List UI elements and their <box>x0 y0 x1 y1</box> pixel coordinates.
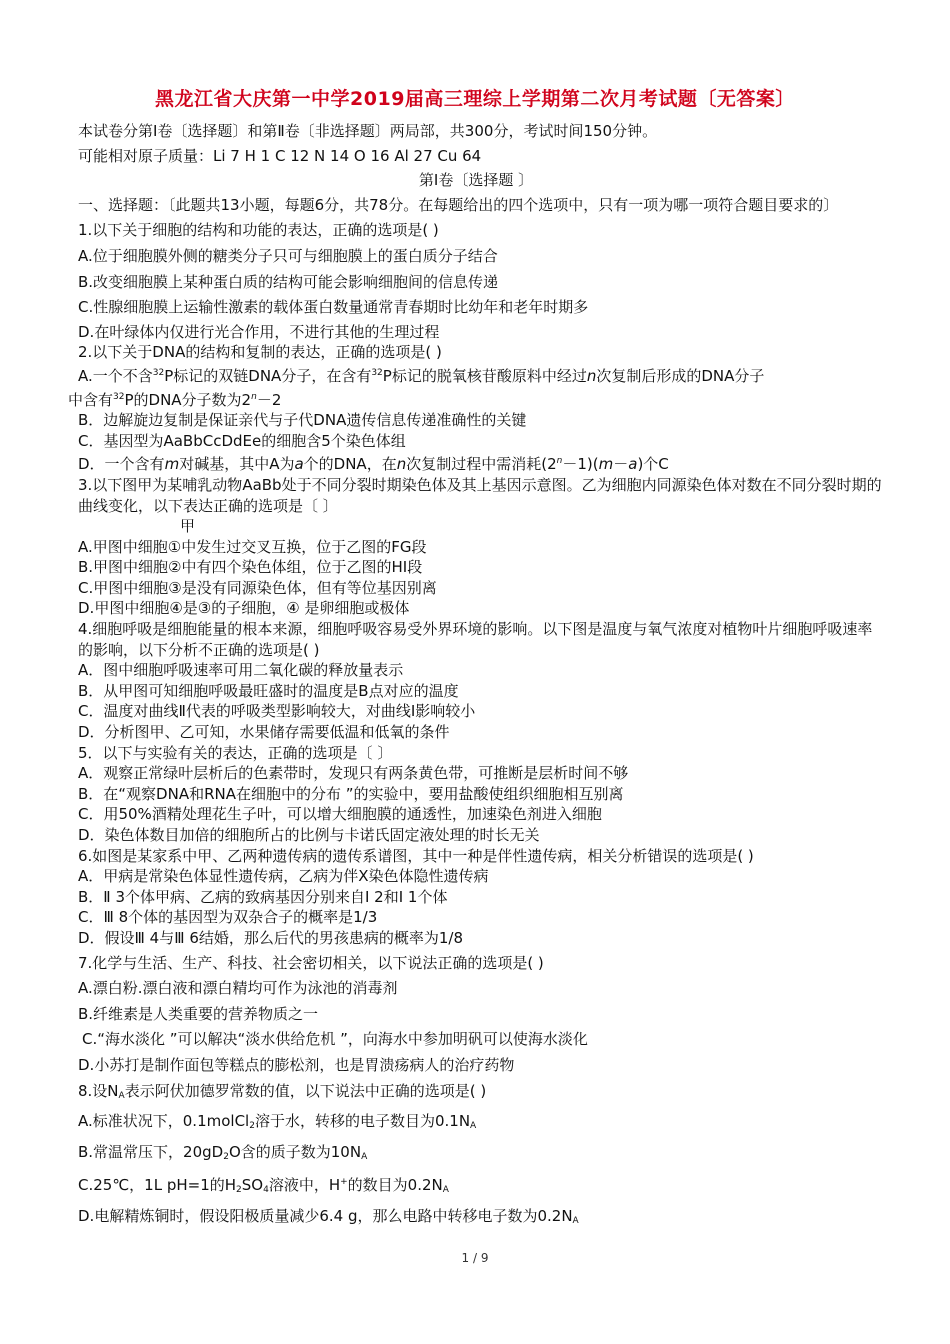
question-1-option-a: A.位于细胞膜外侧的糖类分子只可与细胞膜上的蛋白质分子结合 <box>78 246 498 265</box>
document-body <box>68 121 884 1232</box>
question-8-stem: 8.设$N_A$表示阿伏加德罗常数的值，以下说法中正确的选项是( ) <box>78 1081 487 1101</box>
intro-line-2: 可能相对原子质量：Li 7 H 1 C 12 N 14 O 16 Al 27 Cu 64 <box>78 146 482 165</box>
question-8-option-b: B.常温常压下，$20gD_2O$含的质子数为$10N_A$ <box>78 1142 368 1162</box>
question-5-option-a: A．观察正常绿叶层析后的色素带时，发现只有两条黄色带，可推断是层析时间不够 <box>78 764 629 783</box>
question-1-option-d: D.在叶绿体内仅进行光合作用，不进行其他的生理过程 <box>78 322 440 341</box>
intro-line-1: 本试卷分第Ⅰ卷〔选择题〕和第Ⅱ卷〔非选择题〕两局部，共300分，考试时间150分钟。 <box>78 122 658 140</box>
question-6-option-d: D．假设Ⅲ 4与Ⅲ 6结婚，那么后代的男孩患病的概率为1/8 <box>78 928 463 947</box>
question-1-option-c: C.性腺细胞膜上运输性激素的载体蛋白数量通常青春期时比幼年和老年时期多 <box>78 298 589 317</box>
question-7-option-b: B.纤维素是人类重要的营养物质之一 <box>78 1004 319 1023</box>
question-2-option-a: A.一个不含$^{32}$P标记的双链DNA分子，在含有$^{32}$P标记的脱氧核苷酸原料中经过n次复制后形成的DNA分子 <box>78 366 765 385</box>
question-3-option-c: C.甲图中细胞③是没有同源染色体，但有等位基因别离 <box>78 578 437 597</box>
question-3-option-b: B.甲图中细胞②中有四个染色体组，位于乙图的HI段 <box>78 558 423 577</box>
question-5-option-b: B．在“观察DNA和RNA在细胞中的分布 ”的实验中，要用盐酸使组织细胞相互别离 <box>78 784 624 803</box>
question-5-option-d: D．染色体数目加倍的细胞所占的比例与卡诺氏固定液处理的时长无关 <box>78 826 540 844</box>
question-4-option-b: B．从甲图可知细胞呼吸最旺盛时的温度是B点对应的温度 <box>78 681 459 700</box>
question-7-option-a: A.漂白粉.漂白液和漂白精均可作为泳池的消毒剂 <box>78 979 398 998</box>
question-2-option-a-continued: 中含有$^{32}$P的DNA分子数为$2^n-2$ <box>68 390 282 409</box>
question-6-option-c: C．Ⅲ 8个体的基因型为双杂合子的概率是1/3 <box>78 908 378 927</box>
question-2-option-d: D．一个含有m对碱基，其中A为a个的DNA，在n次复制过程中需消耗$(2^n-1)(m-a)$个C <box>78 455 669 474</box>
question-3-figure-label: 甲 <box>180 517 196 536</box>
section-instruction: 一、选择题：〔此题共13小题，每题6分，共78分。在每题给出的四个选项中，只有一项为哪一项符合题目要求的〕 <box>78 195 839 214</box>
question-8-option-d: D.电解精炼铜时，假设阳极质量减少6.4 g，那么电路中转移电子数为$0.2N_A$ <box>78 1206 579 1226</box>
question-3-option-d: D.甲图中细胞④是③的子细胞，④ 是卵细胞或极体 <box>78 599 410 618</box>
question-6-option-a: A．甲病是常染色体显性遗传病，乙病为伴X染色体隐性遗传病 <box>78 867 489 886</box>
question-4-option-a: A．图中细胞呼吸速率可用二氧化碳的释放量表示 <box>78 661 404 680</box>
question-5-option-c: C．用50%酒精处理花生子叶，可以增大细胞膜的通透性，加速染色剂进入细胞 <box>78 805 602 824</box>
question-2-option-b: B．边解旋边复制是保证亲代与子代DNA遗传信息传递准确性的关键 <box>78 411 527 430</box>
question-6-stem: 6.如图是某家系中甲、乙两种遗传病的遗传系谱图，其中一种是伴性遗传病，相关分析错误的选项是( ) <box>78 846 754 865</box>
question-8-option-c: C.25℃，1L pH=1的$H_2SO_4$溶液中，H+的数目为$0.2N_A$ <box>78 1176 449 1196</box>
question-2-stem: 2.以下关于DNA的结构和复制的表达，正确的选项是( ) <box>78 343 442 362</box>
question-7-option-c: C.“海水淡化 ”可以解决“淡水供给危机 ”，向海水中参加明矾可以使海水淡化 <box>82 1030 588 1049</box>
question-5-stem: 5．以下与实验有关的表达，正确的选项是〔 〕 <box>78 743 393 762</box>
document-title: 黑龙江省大庆第一中学2019届高三理综上学期第二次月考试题〔无答案〕 <box>155 88 795 110</box>
question-4-option-d: D．分析图甲、乙可知，水果储存需要低温和低氧的条件 <box>78 723 450 742</box>
question-1-stem: 1.以下关于细胞的结构和功能的表达，正确的选项是( ) <box>78 221 439 240</box>
question-4-stem: 4.细胞呼吸是细胞能量的根本来源，细胞呼吸容易受外界环境的影响。以下图是温度与氧气浓度对植物叶片细胞呼吸速率的影响，以下分析不正确的选项是( ) <box>78 620 873 659</box>
question-3-option-a: A.甲图中细胞①中发生过交叉互换，位于乙图的FG段 <box>78 537 427 556</box>
question-6-option-b: B．Ⅱ 3个体甲病、乙病的致病基因分别来自Ⅰ 2和Ⅰ 1个体 <box>78 887 448 906</box>
question-3-stem: 3.以下图甲为某哺乳动物AaBb处于不同分裂时期染色体及其上基因示意图。乙为细胞内同源染色体对数在不同分裂时期的曲线变化，以下表达正确的选项是〔 〕 <box>78 475 882 515</box>
question-2-option-c: C．基因型为AaBbCcDdEe的细胞含5个染色体组 <box>78 431 406 450</box>
page-number: 1 / 9 <box>461 1251 489 1265</box>
section-title: 第Ⅰ卷〔选择题 〕 <box>418 171 534 190</box>
question-8-option-a: A.标准状况下，0.1molCl$_2$溶于水，转移的电子数目为$0.1N_A$ <box>78 1112 477 1132</box>
question-4-option-c: C．温度对曲线Ⅱ代表的呼吸类型影响较大，对曲线Ⅰ影响较小 <box>78 702 476 721</box>
question-1-option-b: B.改变细胞膜上某种蛋白质的结构可能会影响细胞间的信息传递 <box>78 272 499 291</box>
question-7-stem: 7.化学与生活、生产、科技、社会密切相关，以下说法正确的选项是( ) <box>78 953 544 972</box>
question-7-option-d: D.小苏打是制作面包等糕点的膨松剂，也是胃溃疡病人的治疗药物 <box>78 1055 515 1074</box>
